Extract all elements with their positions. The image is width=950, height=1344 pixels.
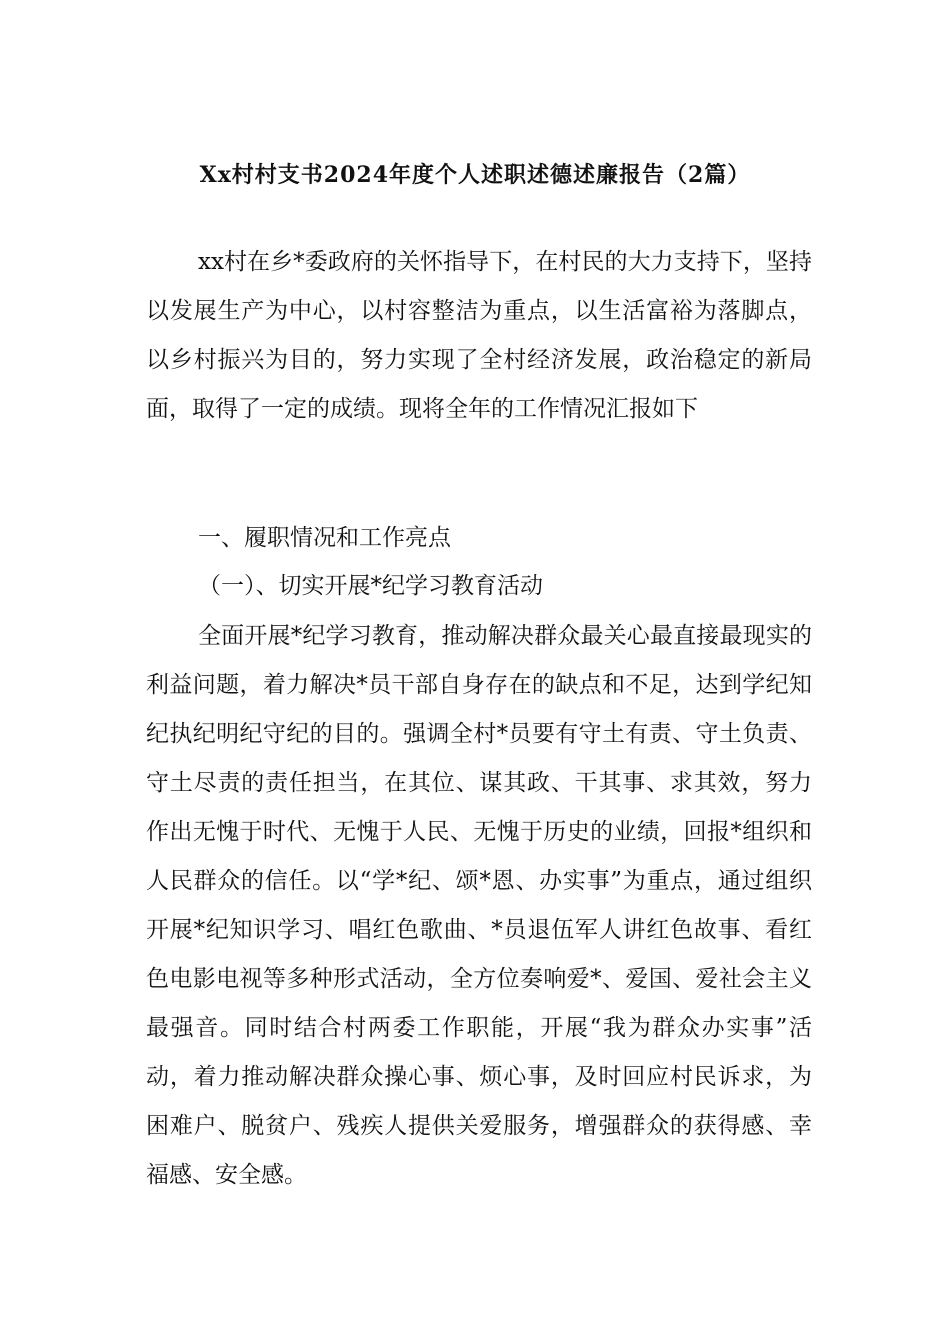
intro-paragraph: xx村在乡*委政府的关怀指导下，在村民的大力支持下，坚持以发展生产为中心，以村容整洁为重点，以生活富裕为落脚点，以乡村振兴为目的，努力实现了全村经济发展，政治稳定的新局面，取得了一定的成绩。现将全年的工作情况汇报如下 <box>146 249 812 422</box>
section-heading: 一、履职情况和工作亮点 <box>198 525 451 551</box>
document-title: Xx村村支书2024年度个人述职述德述廉报告（2篇） <box>199 162 751 188</box>
subsection-heading: （一）、切实开展*纪学习教育活动 <box>198 573 543 599</box>
body-paragraph: 全面开展*纪学习教育，推动解决群众最关心最直接最现实的利益问题，着力解决*员干部自身存在的缺点和不足，达到学纪知纪执纪明纪守纪的目的。强调全村*员要有守土有责、守土负责、守土尽责的责任担当，在其位、谋其政、干其事、求其效，努力作出无愧于时代、无愧于人民、无愧于历史的业绩，回报*组织和人民群众的信任。以“学*纪、颂*恩、办实事”为重点，通过组织开展*纪知识学习、唱红色歌曲、*员退伍军人讲红色故事、看红色电影电视等多种形式活动，全方位奏响爱*、爱国、爱社会主义最强音。同时结合村两委工作职能，开展“我为群众办实事”活动，着力推动解决群众操心事、烦心事，及时回应村民诉求，为困难户、脱贫户、残疾人提供关爱服务，增强群众的获得感、幸福感、安全感。 <box>146 623 812 1188</box>
